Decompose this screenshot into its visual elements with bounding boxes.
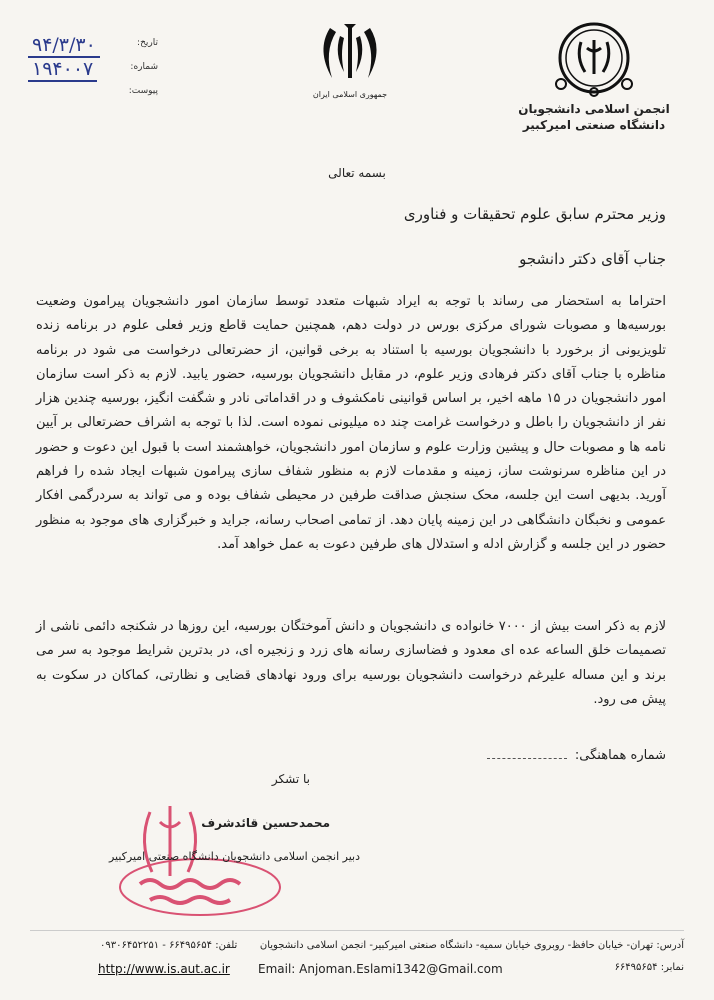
reference-fields <box>28 34 158 106</box>
recipient-line-2: جناب آقای دکتر دانشجو <box>519 250 666 268</box>
coordination-label: شماره هماهنگی: <box>574 748 666 763</box>
association-name: انجمن اسلامی دانشجویان <box>518 102 670 116</box>
signer-name: محمدحسین قائدشرف <box>201 816 330 830</box>
footer-fax: نمابر: ۶۶۴۹۵۶۵۴ <box>614 962 684 973</box>
association-header <box>494 18 694 132</box>
coordination-number <box>487 748 666 763</box>
letter-paragraph-1: احتراما به استحضار می رساند با توجه به ایراد شبهات متعدد توسط سازمان امور دانشجویان پیرامون وضعیت بورسیه‌ها و مصوبات شورای مرکزی بورس در دولت دهم، همچنین حمایت قاطع وزیر فعلی علوم در برنامه زنده تلویزیونی از برخورد با دانشجویان بورسیه با استناد به برخی قوانین، از حضرتعالی درخواست می شود در برنامه مناظره با جناب آقای دکتر فرهادی وزیر علوم، در مقابل دانشجویان بورسیه، حضور یابید. لازم به ذکر است سازمان امور دانشجویان در ۱۵ ماهه اخیر، بر اساس قوانینی نامکشوف و در اقداماتی نادر و شگفت انگیز، بورسیه چندین هزار نفر از دانشجویان را باطل و درخواست غرامت چند ده میلیونی نموده است. لذا با توجه به اشراف حضرتعالی بر آیین نامه ها و مصوبات حال و پیشین وزارت علوم و سازمان امور دانشجویان، خواهشمند است با قبول این دعوت و حضور در این مناظره سرنوشت ساز، زمینه و مقدمات لازم به منظور شفاف سازی پیرامون شبهات ایجاد شده را فراهم آورید. بدیهی است این جلسه، محک سنجش صداقت طرفین در محیطی شفاف بوده و می تواند به سردرگمی افکار عمومی و نخبگان دانشگاهی در این زمینه پایان دهد. از تمامی اصحاب رسانه، جراید و خبرگزاری های موجود به منظور حضور در این جلسه و گزارش ادله و استدلال های طرفین دعوت به عمل خواهد آمد. <box>36 294 667 552</box>
footer-address: آدرس: تهران- خیابان حافظ- روبروی خیابان سمیه- دانشگاه صنعتی امیرکبیر- انجمن اسلامی دانشجویان <box>259 940 684 951</box>
signer-title: دبیر انجمن اسلامی دانشجویان دانشگاه صنعتی امیرکبیر <box>108 850 360 863</box>
attachment-label: پیوست: <box>128 86 158 96</box>
attachment-field <box>28 82 158 106</box>
number-label: شماره: <box>130 62 158 72</box>
bismillah: بسمه تعالی <box>328 166 386 180</box>
footer-phone: تلفن: ۶۶۴۹۵۶۵۴ - ۰۹۳۰۶۴۵۲۲۵۱ <box>100 940 238 951</box>
date-label: تاریخ: <box>137 38 158 48</box>
footer-divider <box>30 930 684 931</box>
number-value: ۱۹۴۰۰۷ <box>28 58 97 82</box>
association-logo-icon <box>549 18 639 98</box>
footer-email: Email: Anjoman.Eslami1342@Gmail.com <box>258 962 503 976</box>
recipient-line-1: وزیر محترم سابق علوم تحقیقات و فناوری <box>403 205 666 223</box>
date-field <box>28 34 158 58</box>
signature-block <box>90 772 360 922</box>
letter-paragraph-2: لازم به ذکر است بیش از ۷۰۰۰ خانواده ی دانشجویان و دانش آموختگان بورسیه، این روزها در شکنجه دائمی ناشی از تصمیمات خلق الساعه عده ای معدود و فضاسازی رسانه های زرد و زنجیره ای، در بدترین شرایط موجود به سر می برند و این مساله علیرغم درخواست دانشجویان بورسیه برای ورود نهادهای قضایی و نظارتی، کماکان در سکوت به پیش می رود. <box>36 619 666 707</box>
emblem-caption: جمهوری اسلامی ایران <box>312 90 388 99</box>
coordination-blank <box>487 748 567 759</box>
iran-emblem-icon <box>310 18 390 90</box>
footer-website-link[interactable]: http://www.is.aut.ac.ir <box>98 962 230 976</box>
date-value: ۹۴/۳/۳۰ <box>28 34 100 58</box>
university-name: دانشگاه صنعتی امیرکبیر <box>522 118 666 132</box>
national-emblem <box>295 18 405 99</box>
number-field <box>28 58 158 82</box>
closing-thanks: با تشکر <box>271 772 310 786</box>
